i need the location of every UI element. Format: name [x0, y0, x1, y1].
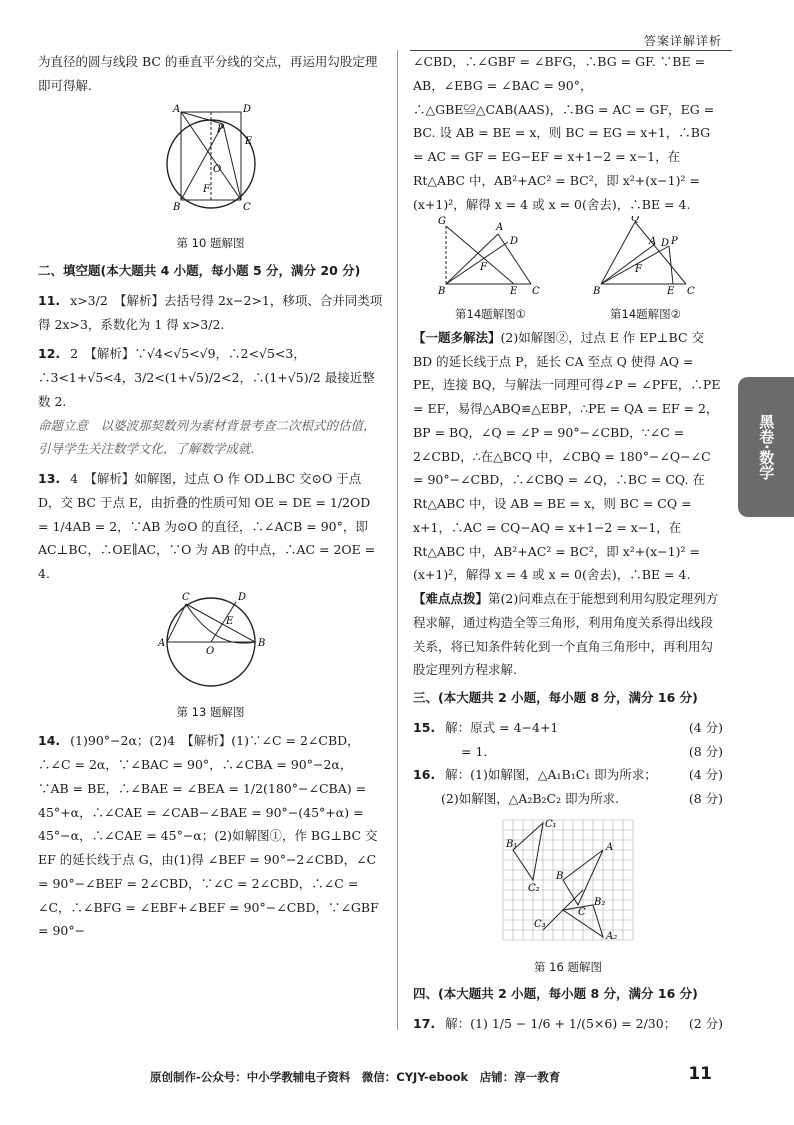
svg-text:O: O [205, 645, 214, 657]
hard-point-tag: 【难点点拨】 [413, 591, 489, 607]
subject-side-tab: 黑卷·数学 [738, 377, 794, 517]
svg-text:A: A [157, 637, 165, 649]
q16-line2: (2)如解图，△A₂B₂C₂ 即为所求. [441, 791, 620, 807]
multi-solution [413, 326, 723, 587]
svg-text:B: B [437, 286, 445, 297]
fig13-caption: 第 13 题解图 [176, 704, 245, 719]
svg-text:F: F [634, 264, 642, 276]
q15-score2: (8 分) [688, 743, 723, 759]
q15-score1: (4 分) [688, 719, 723, 735]
svg-text:D: D [509, 236, 518, 248]
q15-line2: = 1. [461, 743, 488, 759]
svg-text:O: O [212, 163, 221, 175]
q17-line1: 解：(1) 1/5 − 1/6 + 1/(5×6) = 2/30； [445, 1016, 677, 1032]
fig10 [38, 102, 383, 230]
q16-number: 16. [413, 767, 436, 783]
footer-credit: 原创制作-公众号：中小学教辅电子资料 微信：CYJY-ebook 店铺：淳一教育 [150, 1070, 561, 1084]
fig14b-caption: 第14题解图② [610, 307, 681, 321]
q17-score1: (2 分) [688, 1016, 723, 1032]
q13-text: 4 【解析】如解图，过点 O 作 OD⊥BC 交⊙O 于点 D，交 BC 于点 E，由折叠的性质可知 OE = DE = 1/2OD = 1/4AB = 2，∵AB 为⊙O 的直径，∴∠ACB = 90°，即 AC⊥BC，∴OE∥AC，∵O 为 AB 的中点，∴AC = 2OE = 4. [38, 471, 376, 582]
hard-point [413, 587, 723, 682]
fig13 [38, 590, 383, 698]
fig16-caption: 第 16 题解图 [534, 959, 602, 974]
svg-text:C: C [242, 201, 251, 213]
fig10-diagram [151, 102, 271, 222]
q16 [413, 763, 723, 811]
q17-number: 17. [413, 1016, 436, 1032]
section-4-title: 四、(本大题共 2 小题，每小题 8 分，满分 16 分) [413, 986, 698, 1002]
fig16 [413, 815, 723, 953]
svg-text:B: B [592, 286, 600, 297]
left-column [38, 50, 383, 943]
q11-number: 11. [38, 292, 61, 308]
svg-text:C₃: C₃ [534, 918, 546, 930]
fig10-caption: 第 10 题解图 [176, 236, 245, 251]
svg-text:E: E [244, 135, 252, 147]
svg-text:A: A [172, 103, 180, 115]
svg-text:G: G [437, 216, 446, 228]
svg-text:C: C [531, 286, 540, 297]
section-2-title: 二、填空题(本大题共 4 小题，每小题 5 分，满分 20 分) [38, 263, 361, 279]
svg-text:E: E [666, 286, 674, 297]
svg-text:Q: Q [630, 216, 639, 225]
q13 [38, 467, 383, 586]
fig14a-caption: 第14题解图① [455, 307, 526, 321]
q16-score2: (8 分) [688, 791, 723, 807]
svg-text:B₂: B₂ [594, 896, 606, 908]
svg-text:C: C [181, 591, 190, 603]
q10-continuation: 为直径的圆与线段 BC 的垂直平分线的交点，再运用勾股定理即可得解. [38, 54, 378, 93]
svg-text:C₁: C₁ [545, 818, 557, 830]
svg-text:E: E [225, 615, 233, 627]
q11-text: x>3/2 【解析】去括号得 2x−2>1，移项、合并同类项得 2x>3，系数化为 1 得 x>3/2. [38, 292, 383, 332]
q14-number: 14. [38, 733, 61, 749]
q14-text: (1)90°−2α；(2)4 【解析】(1)∵∠C = 2∠CBD，∴∠C = 2α，∵∠BAC = 90°，∴∠CBA = 90°−2α，∵AB = BE，∴∠BAE = ∠BEA = 1/2(180°−∠CBA) = 45°+α，∴∠CAE = ∠CAB−∠BAE = 90°−(45°+α) = 45°−α，∴∠CAE = 45°−α；(2)如解图①，作 BG⊥BC 交 EF 的延长线于点 G，由(1)得 ∠BEF = 90°−2∠CBD，∠C = 90°−∠BEF = 2∠CBD，∵∠C = 2∠CBD，∴∠C = ∠C，∴∠BFG = ∠EBF+∠BEF = 90°−∠CBD，∵∠GBF = 90°− [38, 733, 379, 939]
section-3-title: 三、(本大题共 2 小题，每小题 8 分，满分 16 分) [413, 690, 698, 706]
svg-text:C: C [578, 906, 586, 918]
svg-text:P: P [670, 236, 678, 248]
multi-solution-text: (2)如解图②，过点 E 作 EP⊥BC 交 BD 的延长线于点 P，延长 CA 至点 Q 使得 AQ = PE，连接 BQ，与解法一同理可得∠P = ∠PFE，∴PE = EF，易得△ABQ≌△EBP，∴PE = QA = EF = 2，BP = BQ，∠Q = ∠P = 90°−∠CBD，∵∠C = 2∠CBD，∴在△BCQ 中，∠CBQ = 180°−∠Q−∠C = 90°−∠CBD，∴∠CBQ = ∠Q，∴BC = CQ. 在 Rt△ABC 中，设 AB = BE = x，则 BC = CQ = x+1，∴AC = CQ−AQ = x+1−2 = x−1，在 Rt△ABC 中，AB²+AC² = BC²，即 x²+(x−1)² = (x+1)²，解得 x = 4 或 x = 0(舍去)，∴BE = 4. [413, 329, 721, 583]
svg-text:D: D [242, 103, 251, 115]
q12-number: 12. [38, 346, 61, 362]
hard-point-text: 第(2)问难点在于能想到利用勾股定理列方程求解，通过构造全等三角形，利用角度关系得出线段关系，将已知条件转化到一个直角三角形中，再利用勾股定理列方程求解. [413, 591, 719, 678]
svg-text:F: F [479, 262, 487, 274]
q12-intent-note: 命题立意 以婆波那契数列为素材背景考查二次根式的估值，引导学生关注数学文化，了解数学成就. [38, 417, 376, 457]
svg-text:B: B [257, 637, 265, 649]
svg-text:F: F [202, 183, 210, 195]
svg-text:B₁: B₁ [506, 838, 518, 850]
svg-text:C₂: C₂ [528, 882, 540, 894]
q17 [413, 1012, 723, 1036]
svg-text:A₂: A₂ [606, 930, 618, 942]
multi-solution-tag: 【一题多解法】 [413, 329, 501, 345]
q15-number: 15. [413, 719, 436, 735]
svg-text:P: P [216, 123, 224, 135]
svg-text:B: B [556, 870, 564, 882]
column-divider [397, 50, 398, 1030]
fig14a-diagram [436, 216, 546, 296]
page-number: 11 [688, 1064, 712, 1084]
svg-text:A: A [606, 841, 614, 853]
svg-text:B: B [172, 201, 180, 213]
q11 [38, 289, 383, 337]
fig13-diagram [146, 590, 276, 690]
svg-text:D: D [237, 591, 246, 603]
right-column [413, 50, 723, 1036]
q16-line1: 解：(1)如解图，△A₁B₁C₁ 即为所求； [445, 767, 657, 783]
q12-text: 2 【解析】∵√4<√5<√9，∴2<√5<3，∴3<1+√5<4，3/2<(1+√5)/2<2，∴(1+√5)/2 最接近整数 2. [38, 346, 375, 409]
fig14b-diagram [591, 216, 701, 296]
svg-text:C: C [686, 286, 695, 297]
q15 [413, 716, 723, 764]
q15-line1: 解：原式 = 4−4+1 [445, 719, 559, 735]
svg-text:D: D [660, 238, 669, 250]
svg-text:E: E [509, 286, 517, 297]
q12 [38, 342, 383, 413]
q14 [38, 729, 383, 943]
fig14-row [413, 216, 723, 326]
page-header: 答案详解详析 [643, 34, 722, 48]
q13-number: 13. [38, 471, 61, 487]
fig16-grid-diagram [498, 815, 638, 945]
svg-text:A: A [495, 222, 503, 234]
q16-score1: (4 分) [688, 767, 723, 783]
svg-text:A: A [648, 236, 656, 248]
q14-continuation: ∠CBD，∴∠GBF = ∠BFG，∴BG = GF. ∵BE = AB，∠EBG = ∠BAC = 90°，∴△GBE≌△CAB(AAS)，∴BG = AC = GF，EG = BC. 设 AB = BE = x，则 BC = EG = x+1，∴BG = AC = GF = EG−EF = x+1−2 = x−1，在 Rt△ABC 中，AB²+AC² = BC²，即 x²+(x−1)² = (x+1)²，解得 x = 4 或 x = 0(舍去)，∴BE = 4. [413, 54, 715, 212]
